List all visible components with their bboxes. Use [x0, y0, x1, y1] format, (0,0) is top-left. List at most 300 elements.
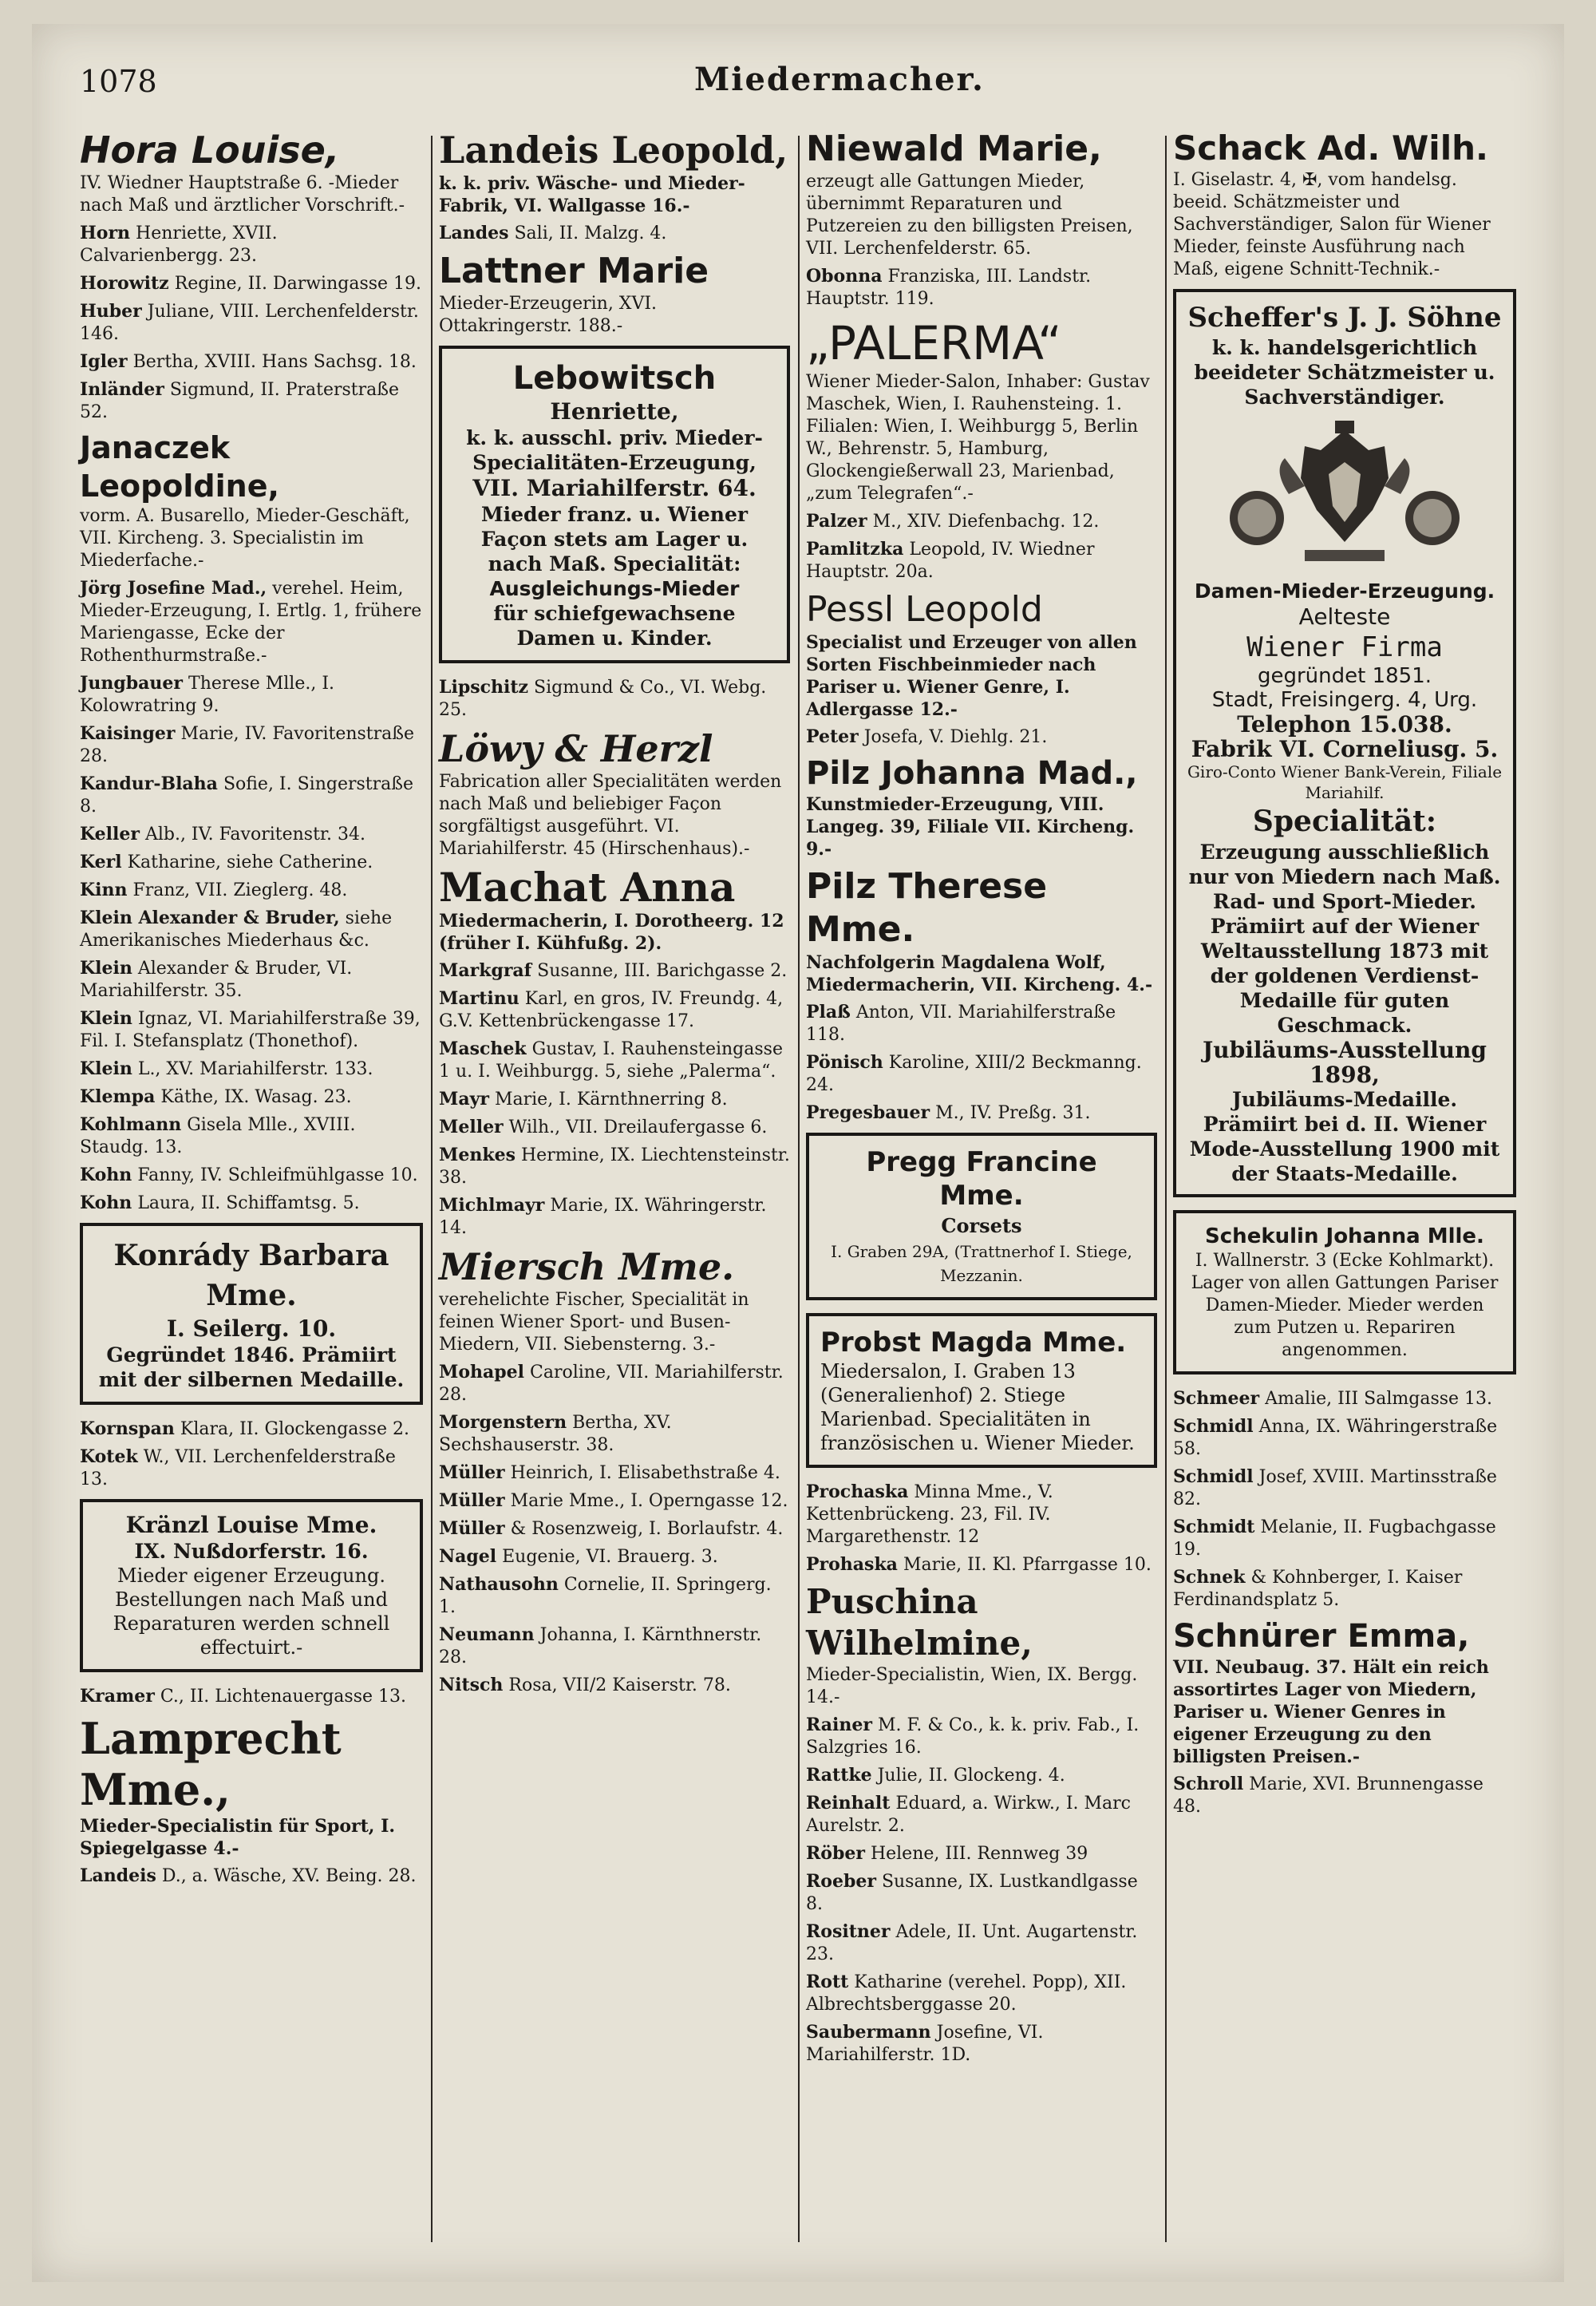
ad-text: k. k. ausschl. priv. Mieder-Specialitäten-Erzeugung,: [466, 426, 763, 474]
listing-name: Klempa: [80, 1086, 156, 1107]
listing-text: Karoline, XIII/2 Beckmanng. 24.: [806, 1053, 1142, 1095]
listing-lamprecht: [80, 1713, 423, 1860]
ad-text: Mieder eigener Erzeugung. Bestellungen nach Maß und Reparaturen werden schnell effectuirt.-: [113, 1564, 390, 1659]
listing-machat: [439, 865, 790, 955]
listing-group: [80, 577, 423, 1215]
listing-janaczek: [80, 429, 423, 572]
listing-entry: [806, 1764, 1157, 1787]
listing-entry: [439, 1144, 790, 1189]
listing-text: Adele, II. Unt. Augartenstr. 23.: [806, 1922, 1138, 1964]
listing-entry: [806, 726, 1157, 749]
listing-pessl: [806, 588, 1157, 721]
listing-name: Schnürer Emma,: [1173, 1618, 1470, 1655]
listing-text: Marie, IX. Währingerstr. 14.: [439, 1196, 767, 1238]
listing-text: Nachfolgerin Magdalena Wolf, Miedermacherin, VII. Kircheng. 4.-: [806, 952, 1153, 995]
listing-name: Pessl Leopold: [806, 589, 1043, 630]
listing-text: Marie, I. Kärnthnerring 8.: [494, 1090, 728, 1109]
ad-text: Mieder franz. u. Wiener Façon stets am Lager u. nach Maß. Specialität:: [480, 503, 749, 576]
listing-entry: [806, 1870, 1157, 1916]
listing-name: Landes: [439, 223, 509, 243]
listing-text: Fanny, IV. Schleifmühlgasse 10.: [137, 1165, 418, 1185]
listing-entry: [80, 1086, 423, 1109]
listing-entry: [439, 1573, 790, 1619]
ad-text: Aelteste: [1298, 603, 1391, 630]
listing-name: Plaß: [806, 1002, 851, 1022]
listing-text: Specialist und Erzeuger von allen Sorten Fischbeinmieder nach Pariser u. Wiener Genre, I. Adlergasse 12.-: [806, 632, 1137, 720]
ad-address: Fabrik VI. Corneliusg. 5.: [1191, 736, 1499, 762]
listing-name: Landeis: [80, 1865, 156, 1886]
listing-text: Kunstmieder-Erzeugung, VIII. Langeg. 39, Filiale VII. Kircheng. 9.-: [806, 794, 1135, 860]
ad-text: Ausgleichungs-Mieder: [489, 577, 740, 600]
listing-name: Pamlitzka: [806, 539, 904, 560]
listing-text: Gisela Mlle., XVIII. Staudg. 13.: [80, 1115, 356, 1157]
listing-miersch: [439, 1244, 790, 1356]
listing-name: Pregesbauer: [806, 1102, 930, 1123]
column-divider: [798, 136, 800, 2242]
listing-name: Lamprecht Mme.,: [80, 1713, 342, 1815]
listing-schack: [1173, 128, 1516, 281]
listing-entry: [806, 1971, 1157, 2016]
listing-name: Klein: [80, 958, 132, 979]
listing-entry: [80, 300, 423, 346]
listing-name: Horn: [80, 223, 131, 243]
listing-name: Schack Ad. Wilh.: [1173, 129, 1488, 168]
listing-entry: [80, 1007, 423, 1053]
listing-entry: [806, 1051, 1157, 1097]
ad-subname: Corsets: [941, 1214, 1022, 1237]
coat-of-arms-icon: [1225, 414, 1464, 574]
section-title: Miedermacher.: [694, 61, 985, 98]
listing-entry: [1173, 1465, 1516, 1511]
listing-text: Julie, II. Glockeng. 4.: [877, 1766, 1065, 1786]
listing-group: [439, 222, 790, 245]
listing-text: Amalie, III Salmgasse 13.: [1265, 1389, 1493, 1409]
ad-schekulin: [1173, 1210, 1516, 1375]
listing-group: [439, 676, 790, 722]
listing-landeis-leopold: [439, 128, 790, 217]
listing-entry: [806, 2021, 1157, 2067]
listing-entry: [80, 378, 423, 424]
listing-name: Mayr: [439, 1089, 489, 1109]
ad-phone: Telephon 15.038.: [1237, 711, 1452, 738]
listing-text: siehe Amerikanisches Miederhaus &c.: [80, 908, 393, 951]
listing-name: Obonna: [806, 266, 883, 287]
listing-group: [1173, 1773, 1516, 1818]
listing-name: Janaczek Leopoldine,: [80, 430, 279, 504]
listing-name: Pilz Johanna Mad.,: [806, 755, 1138, 792]
listing-name: Igler: [80, 351, 128, 372]
ad-text: für schiefgewachsene Damen u. Kinder.: [493, 602, 736, 650]
listing-name: Klein: [80, 1058, 132, 1079]
listing-name: Kandur-Blaha: [80, 773, 218, 794]
listing-text: erzeugt alle Gattungen Mieder, übernimmt Reparaturen und Putzereien zu den billigsten Preisen, VII. Lerchenfelderstr. 65.: [806, 172, 1133, 259]
listing-entry: [80, 1192, 423, 1215]
listing-name: Kohn: [80, 1193, 132, 1213]
listing-name: Prochaska: [806, 1481, 909, 1502]
ad-text: Giro-Conto Wiener Bank-Verein, Filiale Mariahilf.: [1187, 762, 1503, 802]
listing-name: Rositner: [806, 1921, 891, 1942]
listing-text: Wilh., VII. Dreilaufergasse 6.: [508, 1117, 768, 1137]
listing-entry: [439, 1116, 790, 1139]
listing-name: Puschina Wilhelmine,: [806, 1582, 1033, 1663]
listing-text: Gustav, I. Rauhensteingasse 1 u. I. Weihburgg. 5, siehe „Palerma“.: [439, 1039, 783, 1082]
listing-text: Caroline, VII. Mariahilferstr. 28.: [439, 1363, 784, 1405]
listing-entry: [80, 1418, 423, 1441]
listing-name: Rott: [806, 1972, 849, 1992]
ad-text: k. k. handelsgerichtlich beeideter Schätzmeister u. Sachverständiger.: [1194, 336, 1495, 409]
listing-name: Michlmayr: [439, 1195, 545, 1216]
page-number: 1078: [80, 64, 157, 99]
listing-text: Sigmund, II. Praterstraße 52.: [80, 380, 399, 422]
listing-entry: [439, 987, 790, 1033]
listing-entry: [439, 1674, 790, 1697]
listing-entry: [806, 1553, 1157, 1576]
listing-pilz-therese: [806, 865, 1157, 996]
ad-kranzl: [80, 1499, 423, 1672]
listing-text: Wiener Mieder-Salon, Inhaber: Gustav Maschek, Wien, I. Rauhensteing. 1. Filialen: Wien, I. Weihburgg 5, Berlin W., Behrenstr. 5, Hamburg, Glockengießerwall 23, Marienbad, „zum Telegrafen“.-: [806, 372, 1150, 504]
listing-entry: [439, 959, 790, 983]
listing-entry: [1173, 1415, 1516, 1461]
listing-group: [80, 1685, 423, 1708]
listing-name: Löwy & Herzl: [439, 727, 713, 770]
listing-puschina: [806, 1581, 1157, 1709]
ad-pregg: [806, 1133, 1157, 1300]
listing-text: W., VII. Lerchenfelderstraße 13.: [80, 1447, 396, 1489]
listing-schnurer: [1173, 1616, 1516, 1768]
ad-address: IX. Nußdorferstr. 16.: [134, 1540, 369, 1563]
listing-entry: [80, 1685, 423, 1708]
listing-name: Maschek: [439, 1038, 527, 1059]
listing-name: Kotek: [80, 1446, 138, 1467]
listing-entry: [1173, 1387, 1516, 1410]
listing-name: Schmidl: [1173, 1416, 1254, 1437]
listing-niewald: [806, 128, 1157, 260]
listing-name: Palzer: [806, 511, 867, 532]
listing-group: [806, 265, 1157, 310]
listing-lattner: [439, 250, 790, 338]
listing-text: Rosa, VII/2 Kaiserstr. 78.: [508, 1675, 731, 1695]
listing-name: Peter: [806, 726, 859, 747]
ad-text: Gegründet 1846. Prämiirt mit der silbernen Medaille.: [98, 1343, 405, 1391]
listing-name: Prohaska: [806, 1554, 898, 1575]
listing-text: I. Giselastr. 4, ✠, vom handelsg. beeid. Schätzmeister und Sachverständiger, Salon für Wiener Mieder, feinste Ausführung nach Maß, eigene Schnitt-Technik.-: [1173, 170, 1491, 279]
ad-text: gegründet 1851.: [1257, 664, 1432, 688]
listing-entry: [806, 1920, 1157, 1966]
listing-text: Mieder-Specialistin, Wien, IX. Bergg. 14.-: [806, 1665, 1138, 1707]
ad-address: Stadt, Freisingerg. 4, Urg.: [1211, 688, 1478, 712]
listing-text: Josefine, VI. Mariahilferstr. 1D.: [806, 2023, 1044, 2065]
listing-text: Johanna, I. Kärnthnerstr. 28.: [439, 1625, 762, 1667]
column-2: [439, 128, 790, 2250]
listing-text: Laura, II. Schiffamtsg. 5.: [137, 1193, 360, 1213]
listing-text: Marie Mme., I. Operngasse 12.: [510, 1491, 788, 1511]
listing-entry: [439, 1361, 790, 1406]
listing-text: Eugenie, VI. Brauerg. 3.: [502, 1547, 718, 1567]
listing-entry: [806, 510, 1157, 533]
listing-text: k. k. priv. Wäsche- und Mieder-Fabrik, VI. Wallgasse 16.-: [439, 173, 745, 216]
listing-text: M., IV. Preßg. 31.: [935, 1103, 1091, 1123]
listing-entry: [80, 1058, 423, 1081]
listing-name: Keller: [80, 824, 140, 844]
ad-text: Erzeugung ausschließlich nur von Miedern nach Maß.: [1188, 841, 1501, 888]
listing-entry: [80, 222, 423, 267]
listing-text: Henriette, XVII. Calvarienbergg. 23.: [80, 223, 278, 266]
listing-group: [806, 510, 1157, 583]
listing-entry: [80, 1865, 423, 1888]
listing-entry: [439, 1038, 790, 1083]
listing-entry: [1173, 1566, 1516, 1612]
ad-name: Pregg Francine Mme.: [866, 1146, 1097, 1212]
listing-palerma: [806, 315, 1157, 505]
listing-name: Rainer: [806, 1715, 872, 1735]
listing-entry: [80, 1446, 423, 1491]
listing-entry: [806, 1842, 1157, 1865]
listing-text: Hermine, IX. Liechtensteinstr. 38.: [439, 1145, 790, 1188]
listing-group: [80, 222, 423, 424]
listing-name: Landeis Leopold,: [439, 129, 788, 172]
listing-text: Franziska, III. Landstr. Hauptstr. 119.: [806, 267, 1092, 309]
listing-entry: [806, 265, 1157, 310]
listing-group: [80, 1865, 423, 1888]
listing-name: Schmeer: [1173, 1388, 1260, 1409]
listing-text: Mieder-Specialistin für Sport, I. Spiegelgasse 4.-: [80, 1816, 396, 1859]
listing-name: Neumann: [439, 1624, 535, 1645]
listing-group: [806, 726, 1157, 749]
listing-name: Kaisinger: [80, 723, 176, 744]
listing-entry: [439, 1411, 790, 1457]
directory-page: [32, 24, 1564, 2282]
listing-entry: [80, 957, 423, 1003]
listing-name: Jungbauer: [80, 673, 184, 694]
listing-entry: [80, 1164, 423, 1187]
listing-name: Schnek: [1173, 1567, 1246, 1588]
listing-name: Schmidl: [1173, 1466, 1254, 1487]
listing-name: Müller: [439, 1462, 505, 1483]
listing-name: Mohapel: [439, 1362, 525, 1382]
listing-text: & Rosenzweig, I. Borlaufstr. 4.: [510, 1519, 784, 1539]
listing-name: Kohn: [80, 1165, 132, 1185]
listing-group: [806, 1001, 1157, 1125]
listing-hora: [80, 128, 423, 217]
listing-text: Fabrication aller Specialitäten werden nach Maß und beliebiger Façon sorgfältigst ausgeführt. VI. Mariahilferstr. 45 (Hirschenhaus).-: [439, 772, 782, 859]
ad-name: Scheffer's J. J. Söhne: [1187, 302, 1502, 334]
listing-entry: [80, 272, 423, 295]
listing-name: Pilz Therese Mme.: [806, 866, 1048, 950]
listing-text: Minna Mme., V. Kettenbrückeng. 23, Fil. IV. Margarethenstr. 12: [806, 1482, 1053, 1547]
listing-lowy-herzl: [439, 726, 790, 860]
listing-entry: [439, 1194, 790, 1240]
listing-name: Reinhalt: [806, 1793, 891, 1814]
listing-text: Melanie, II. Fugbachgasse 19.: [1173, 1517, 1496, 1560]
listing-entry: [80, 879, 423, 902]
listing-text: M., XIV. Diefenbachg. 12.: [872, 512, 1100, 532]
ad-subname: Henriette,: [550, 398, 679, 425]
listing-text: D., a. Wäsche, XV. Being. 28.: [161, 1866, 417, 1886]
listing-name: Müller: [439, 1518, 505, 1539]
listing-name: Lipschitz: [439, 677, 528, 698]
listing-entry: [80, 907, 423, 952]
listing-name: Huber: [80, 301, 142, 322]
listing-name: Rattke: [806, 1765, 872, 1786]
listing-pilz-johanna: [806, 754, 1157, 860]
listing-text: VII. Neubaug. 37. Hält ein reich assortirtes Lager von Miedern, Pariser u. Wiener Genres in eigener Erzeugung zu den billigsten Preisen.-: [1173, 1657, 1489, 1767]
listing-text: Anton, VII. Mariahilferstraße 118.: [806, 1003, 1116, 1045]
listing-text: Miedermacherin, I. Dorotheerg. 12 (früher I. Kühfußg. 2).: [439, 911, 784, 954]
listing-entry: [80, 577, 423, 667]
listing-name: Kinn: [80, 880, 128, 900]
listing-entry: [806, 1001, 1157, 1046]
listing-text: Katharine, siehe Catherine.: [127, 852, 373, 872]
listing-entry: [80, 823, 423, 846]
listing-name: Meller: [439, 1117, 504, 1137]
listing-text: Bertha, XVIII. Hans Sachsg. 18.: [132, 352, 417, 372]
column-divider: [1165, 136, 1167, 2242]
listing-name: Roeber: [806, 1871, 876, 1892]
listing-entry: [439, 1489, 790, 1513]
listing-entry: [439, 676, 790, 722]
listing-entry: [80, 350, 423, 374]
listing-text: Ignaz, VI. Mariahilferstraße 39, Fil. I. Stefansplatz (Thonethof).: [80, 1009, 421, 1051]
column-divider: [431, 136, 433, 2242]
listing-name: Martinu: [439, 988, 519, 1009]
ad-text: Wiener Firma: [1246, 631, 1443, 663]
listing-name: Menkes: [439, 1145, 516, 1165]
listing-text: Josef, XVIII. Martinsstraße 82.: [1173, 1467, 1497, 1509]
listing-text: Leopold, IV. Wiedner Hauptstr. 20a.: [806, 540, 1095, 582]
ad-heading: Specialität:: [1252, 805, 1437, 838]
listing-entry: [1173, 1773, 1516, 1818]
ad-text: Miedersalon, I. Graben 13 (Generalienhof) 2. Stiege Marienbad. Specialitäten in französischen u. Wiener Mieder.: [820, 1360, 1135, 1454]
listing-entry: [806, 1714, 1157, 1759]
listing-name: Morgenstern: [439, 1412, 567, 1433]
listing-name: Miersch Mme.: [439, 1245, 735, 1288]
ad-lebowitsch: [439, 346, 790, 663]
listing-name: Schmidt: [1173, 1517, 1255, 1537]
listing-name: Niewald Marie,: [806, 129, 1102, 169]
listing-text: Alb., IV. Favoritenstr. 34.: [144, 825, 365, 844]
listing-group: [1173, 1387, 1516, 1612]
listing-text: Sofie, I. Singerstraße 8.: [80, 774, 413, 817]
listing-name: Inländer: [80, 379, 164, 400]
ad-scheffer: [1173, 289, 1516, 1197]
listing-name: Jörg Josefine Mad.,: [80, 578, 267, 599]
column-4: [1173, 128, 1516, 2250]
ad-text: I. Wallnerstr. 3 (Ecke Kohlmarkt). Lager von allen Gattungen Pariser Damen-Mieder. Mieder werden zum Putzen u. Repariren angenommen.: [1191, 1251, 1499, 1360]
listing-entry: [806, 1102, 1157, 1125]
listing-text: Therese Mlle., I. Kolowratring 9.: [80, 674, 334, 716]
listing-text: Katharine (verehel. Popp), XII. Albrechtsberggasse 20.: [806, 1972, 1127, 2015]
listing-text: Helene, III. Rennweg 39: [870, 1844, 1088, 1864]
ad-name: Schekulin Johanna Mlle.: [1205, 1224, 1484, 1248]
listing-name: Nathausohn: [439, 1574, 559, 1595]
ad-address: I. Seilerg. 10.: [166, 1315, 337, 1342]
listing-entry: [80, 1113, 423, 1159]
listing-text: Juliane, VIII. Lerchenfelderstr. 146.: [80, 302, 419, 344]
ad-name: Kränzl Louise Mme.: [125, 1512, 377, 1538]
ad-text: Jubiläums-Medaille. Prämiirt bei d. II. Wiener Mode-Ausstellung 1900 mit der Staats-Medaille.: [1189, 1088, 1500, 1185]
listing-entry: [439, 1624, 790, 1669]
listing-text: Sali, II. Malzg. 4.: [514, 223, 667, 243]
listing-entry: [806, 1481, 1157, 1549]
listing-text: Klara, II. Glockengasse 2.: [180, 1419, 409, 1439]
ad-name: Lebowitsch: [512, 360, 717, 397]
listing-group: [80, 1418, 423, 1491]
listing-text: M. F. & Co., k. k. priv. Fab., I. Salzgries 16.: [806, 1715, 1140, 1758]
listing-text: Marie, II. Kl. Pfarrgasse 10.: [903, 1555, 1152, 1575]
listing-name: Horowitz: [80, 273, 169, 294]
listing-text: IV. Wiedner Hauptstraße 6. -Mieder nach Maß und ärztlicher Vorschrift.-: [80, 173, 405, 216]
listing-name: Pönisch: [806, 1052, 883, 1073]
listing-text: verehelichte Fischer, Specialität in feinen Wiener Sport- und Busen-Miedern, VII. Siebensterng. 3.-: [439, 1290, 749, 1355]
listing-name: Kornspan: [80, 1418, 175, 1439]
listing-group: [806, 1481, 1157, 1576]
page-header: [80, 56, 1516, 120]
listing-entry: [439, 1088, 790, 1111]
ad-text: Damen-Mieder-Erzeugung.: [1194, 579, 1495, 603]
listing-name: Müller: [439, 1490, 505, 1511]
listing-text: Alexander & Bruder, VI. Mariahilferstr. 35.: [80, 959, 353, 1001]
listing-name: Saubermann: [806, 2022, 931, 2043]
ad-text: Jubiläums-Ausstellung 1898,: [1203, 1037, 1487, 1088]
listing-entry: [439, 1462, 790, 1485]
listing-text: Eduard, a. Wirkw., I. Marc Aurelstr. 2.: [806, 1794, 1131, 1836]
listing-name: Markgraf: [439, 960, 532, 981]
ad-name: Probst Magda Mme.: [820, 1327, 1127, 1359]
listing-name: Nitsch: [439, 1675, 504, 1695]
listing-entry: [439, 1545, 790, 1568]
ad-address: I. Graben 29A, (Trattnerhof I. Stiege, Mezzanin.: [831, 1242, 1132, 1285]
listing-text: Mieder-Erzeugerin, XVI. Ottakringerstr. 188.-: [439, 294, 658, 336]
listing-text: L., XV. Mariahilferstr. 133.: [137, 1059, 373, 1079]
listing-name: „PALERMA“: [806, 316, 1062, 370]
listing-text: C., II. Lichtenauergasse 13.: [160, 1687, 407, 1707]
listing-text: & Kohnberger, I. Kaiser Ferdinandsplatz 5.: [1173, 1568, 1463, 1610]
listing-name: Kramer: [80, 1686, 155, 1707]
listing-name: Kerl: [80, 852, 122, 872]
listing-group: [439, 1361, 790, 1697]
listing-text: Susanne, IX. Lustkandlgasse 8.: [806, 1872, 1138, 1914]
listing-name: Klein Alexander & Bruder,: [80, 908, 340, 928]
listing-entry: [439, 1517, 790, 1541]
listing-text: Anna, IX. Währingerstraße 58.: [1173, 1417, 1498, 1459]
listing-name: Klein: [80, 1008, 132, 1029]
listing-entry: [806, 538, 1157, 583]
listing-name: Kohlmann: [80, 1114, 182, 1135]
listing-entry: [80, 773, 423, 818]
listing-text: vorm. A. Busarello, Mieder-Geschäft, VII. Kircheng. 3. Specialistin im Miederfache.-: [80, 506, 410, 571]
listing-text: Cornelie, II. Springerg. 1.: [439, 1575, 772, 1617]
ad-address: VII. Mariahilferstr. 64.: [472, 475, 757, 501]
listing-name: Nagel: [439, 1546, 497, 1567]
listing-entry: [80, 672, 423, 718]
column-3: [806, 128, 1157, 2250]
listing-group: [806, 1714, 1157, 2067]
listing-name: Hora Louise,: [80, 129, 340, 172]
column-1: [80, 128, 423, 2250]
listing-text: Marie, IV. Favoritenstraße 28.: [80, 724, 414, 766]
listing-group: [439, 959, 790, 1240]
listing-entry: [806, 1792, 1157, 1837]
ad-name: Konrády Barbara Mme.: [113, 1239, 389, 1312]
ad-probst: [806, 1313, 1157, 1468]
listing-text: Heinrich, I. Elisabethstraße 4.: [510, 1463, 780, 1483]
listing-text: Karl, en gros, IV. Freundg. 4, G.V. Kettenbrückengasse 17.: [439, 989, 784, 1031]
listing-text: verehel. Heim, Mieder-Erzeugung, I. Ertlg. 1, frühere Mariengasse, Ecke der Rothenthurmstraße.-: [80, 579, 422, 666]
listing-text: Susanne, III. Barichgasse 2.: [537, 961, 788, 981]
listing-entry: [439, 222, 790, 245]
listing-name: Schroll: [1173, 1774, 1244, 1794]
listing-text: Josefa, V. Diehlg. 21.: [863, 727, 1048, 747]
